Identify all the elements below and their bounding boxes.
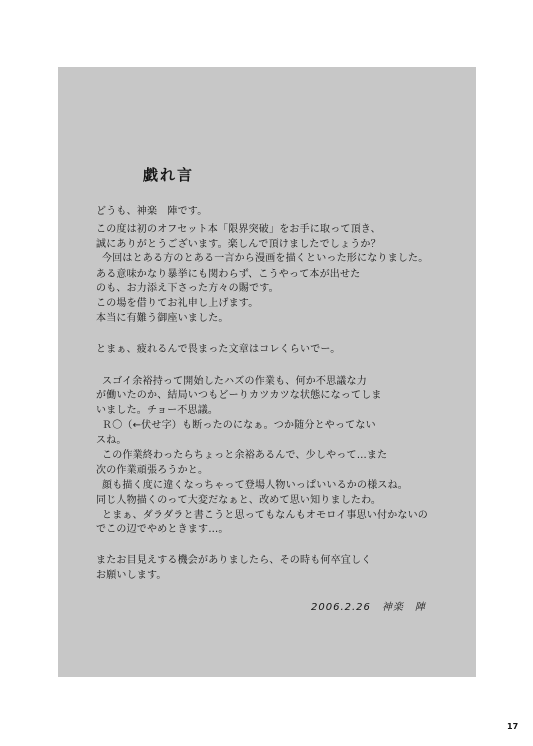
text-line: どうも、神楽 陣です。 bbox=[96, 206, 208, 217]
text-line: Ｒ〇（←伏せ字）も断ったのになぁ。つか随分とやってない bbox=[102, 420, 376, 431]
text-line: スね。 bbox=[96, 435, 127, 446]
text-line: とまぁ、疲れるんで畏まった文章はコレくらいでー。 bbox=[96, 344, 341, 355]
text-line: スゴイ余裕持って開始したハズの作業も、何か不思議な力 bbox=[102, 376, 367, 387]
text-line: またお目見えする機会がありましたら、その時も何卒宜しく bbox=[96, 555, 372, 566]
text-line: とまぁ、ダラダラと書こうと思ってもなんもオモロイ事思い付かないの bbox=[102, 510, 428, 521]
text-line: 顔も描く度に違くなっちゃって登場人物いっぱいいるかの様スね。 bbox=[102, 480, 408, 491]
text-line: この場を借りてお礼申し上げます。 bbox=[96, 298, 259, 309]
page-title: 戯れ言 bbox=[143, 166, 195, 184]
text-line: 今回はとある方のとある一言から漫画を描くといった形になりました。 bbox=[102, 253, 429, 264]
text-line: お願いします。 bbox=[96, 570, 167, 581]
text-line: 誠にありがとうございます。楽しんで頂けましたでしょうか？ bbox=[96, 239, 381, 250]
signature-date: 2006.2.26 神楽 陣 bbox=[311, 602, 426, 613]
page-number: 17 bbox=[507, 722, 519, 731]
text-line: この作業終わったらちょっと余裕あるんで、少しやって…また bbox=[102, 450, 388, 461]
text-line: が働いたのか、結局いつもどーりカツカツな状態になってしま bbox=[96, 390, 382, 401]
text-line: のも、お力添え下さった方々の賜です。 bbox=[96, 283, 279, 294]
text-line: いました。チョー不思議。 bbox=[96, 405, 219, 416]
text-line: ある意味かなり暴挙にも関わらず、こうやって本が出せた bbox=[96, 269, 361, 280]
text-line: 本当に有難う御座いました。 bbox=[96, 313, 229, 324]
text-line: この度は初のオフセット本「限界突破」をお手に取って頂き、 bbox=[96, 224, 381, 235]
text-line: 次の作業頑張ろうかと。 bbox=[96, 465, 209, 476]
gray-text-panel bbox=[58, 67, 476, 677]
text-line: でこの辺でやめときます…。 bbox=[96, 524, 229, 535]
text-line: 同じ人物描くのって大変だなぁと、改めて思い知りましたわ。 bbox=[96, 495, 382, 506]
